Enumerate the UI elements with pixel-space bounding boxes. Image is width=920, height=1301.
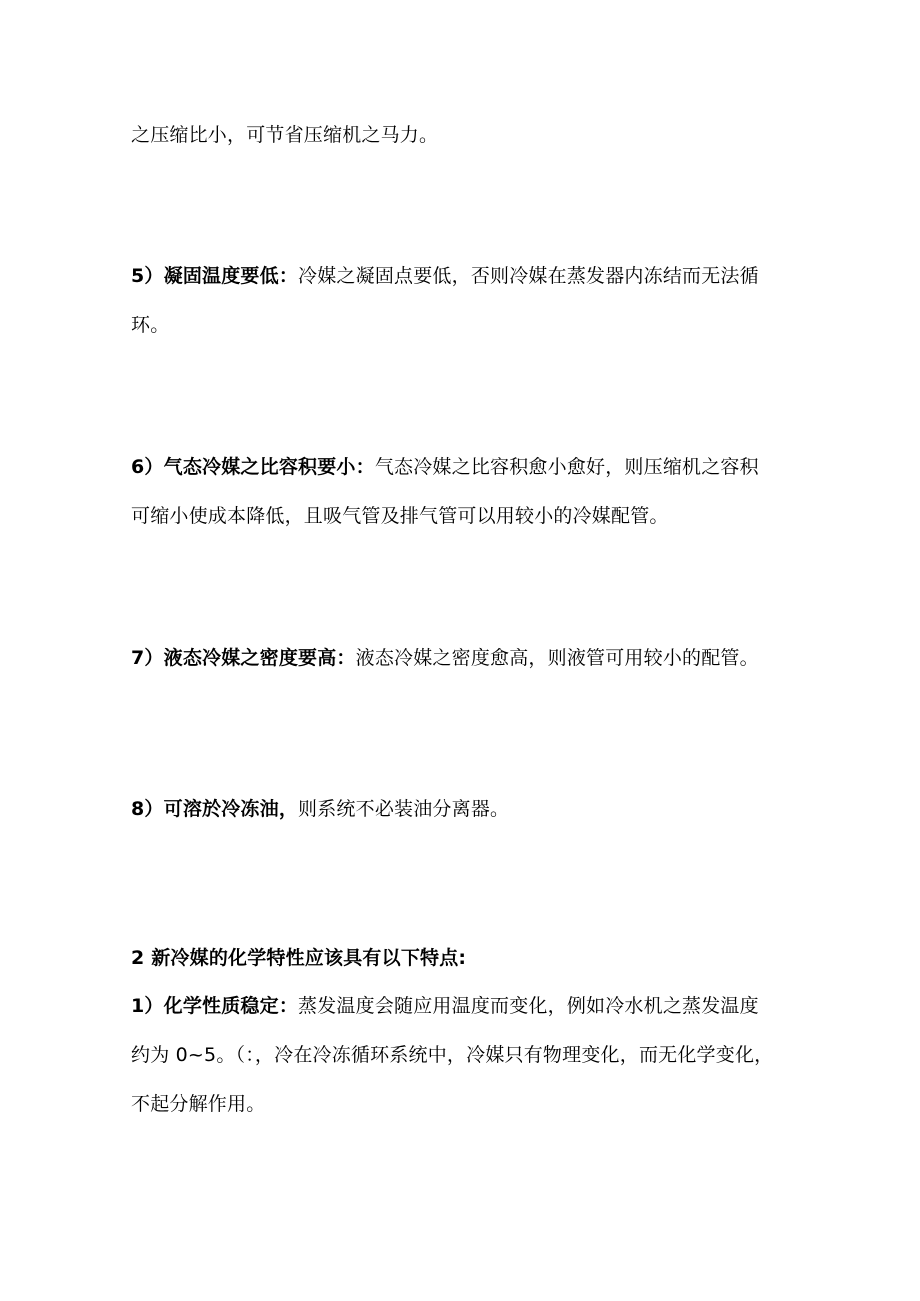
paragraph-5-line-2 (131, 312, 169, 338)
paragraph-chem-1-line-3 (131, 1091, 265, 1117)
paragraph-8-line-1 (131, 796, 509, 822)
paragraph-6-line-2 (131, 503, 669, 529)
item-8-heading: 8）可溶於冷冻油， (131, 798, 299, 820)
section-heading (131, 945, 466, 971)
item-5-heading: 5）凝固温度要低： (131, 265, 299, 287)
body-text: 气态冷媒之比容积愈小愈好，则压缩机之容积 (374, 456, 759, 478)
item-1-heading: 1）化学性质稳定： (131, 995, 299, 1017)
body-text: 之压缩比小，可节省压缩机之马力。 (131, 124, 439, 146)
body-text: 可缩小使成本降低，且吸气管及排气管可以用较小的冷媒配管。 (131, 505, 669, 527)
paragraph-5-line-1 (131, 263, 759, 289)
section-2-title: 2 新冷媒的化学特性应该具有以下特点: (131, 947, 467, 969)
body-text: 液态冷媒之密度愈高，则液管可用较小的配管。 (355, 647, 759, 669)
body-text: 环。 (131, 314, 170, 336)
paragraph-chem-1-line-1 (131, 993, 759, 1019)
body-text: 蒸发温度会随应用温度而变化，例如冷水机之蒸发温度 (298, 995, 759, 1017)
item-7-heading: 7）液态冷媒之密度要高： (131, 647, 356, 669)
item-6-heading: 6）气态冷媒之比容积要小： (131, 456, 375, 478)
paragraph-continuation (131, 122, 438, 148)
body-text: 则系统不必装油分离器。 (298, 798, 510, 820)
body-text: 不起分解作用。 (131, 1093, 266, 1115)
body-text: 冷媒之凝固点要低，否则冷媒在蒸发器内冻结而无法循 (298, 265, 759, 287)
paragraph-6-line-1 (131, 454, 759, 480)
paragraph-chem-1-line-2 (131, 1042, 773, 1068)
paragraph-7-line-1 (131, 645, 759, 671)
body-text: 约为 0~5。（：，冷在冷冻循环系统中，冷媒只有物理变化，而无化学变化， (131, 1044, 774, 1066)
